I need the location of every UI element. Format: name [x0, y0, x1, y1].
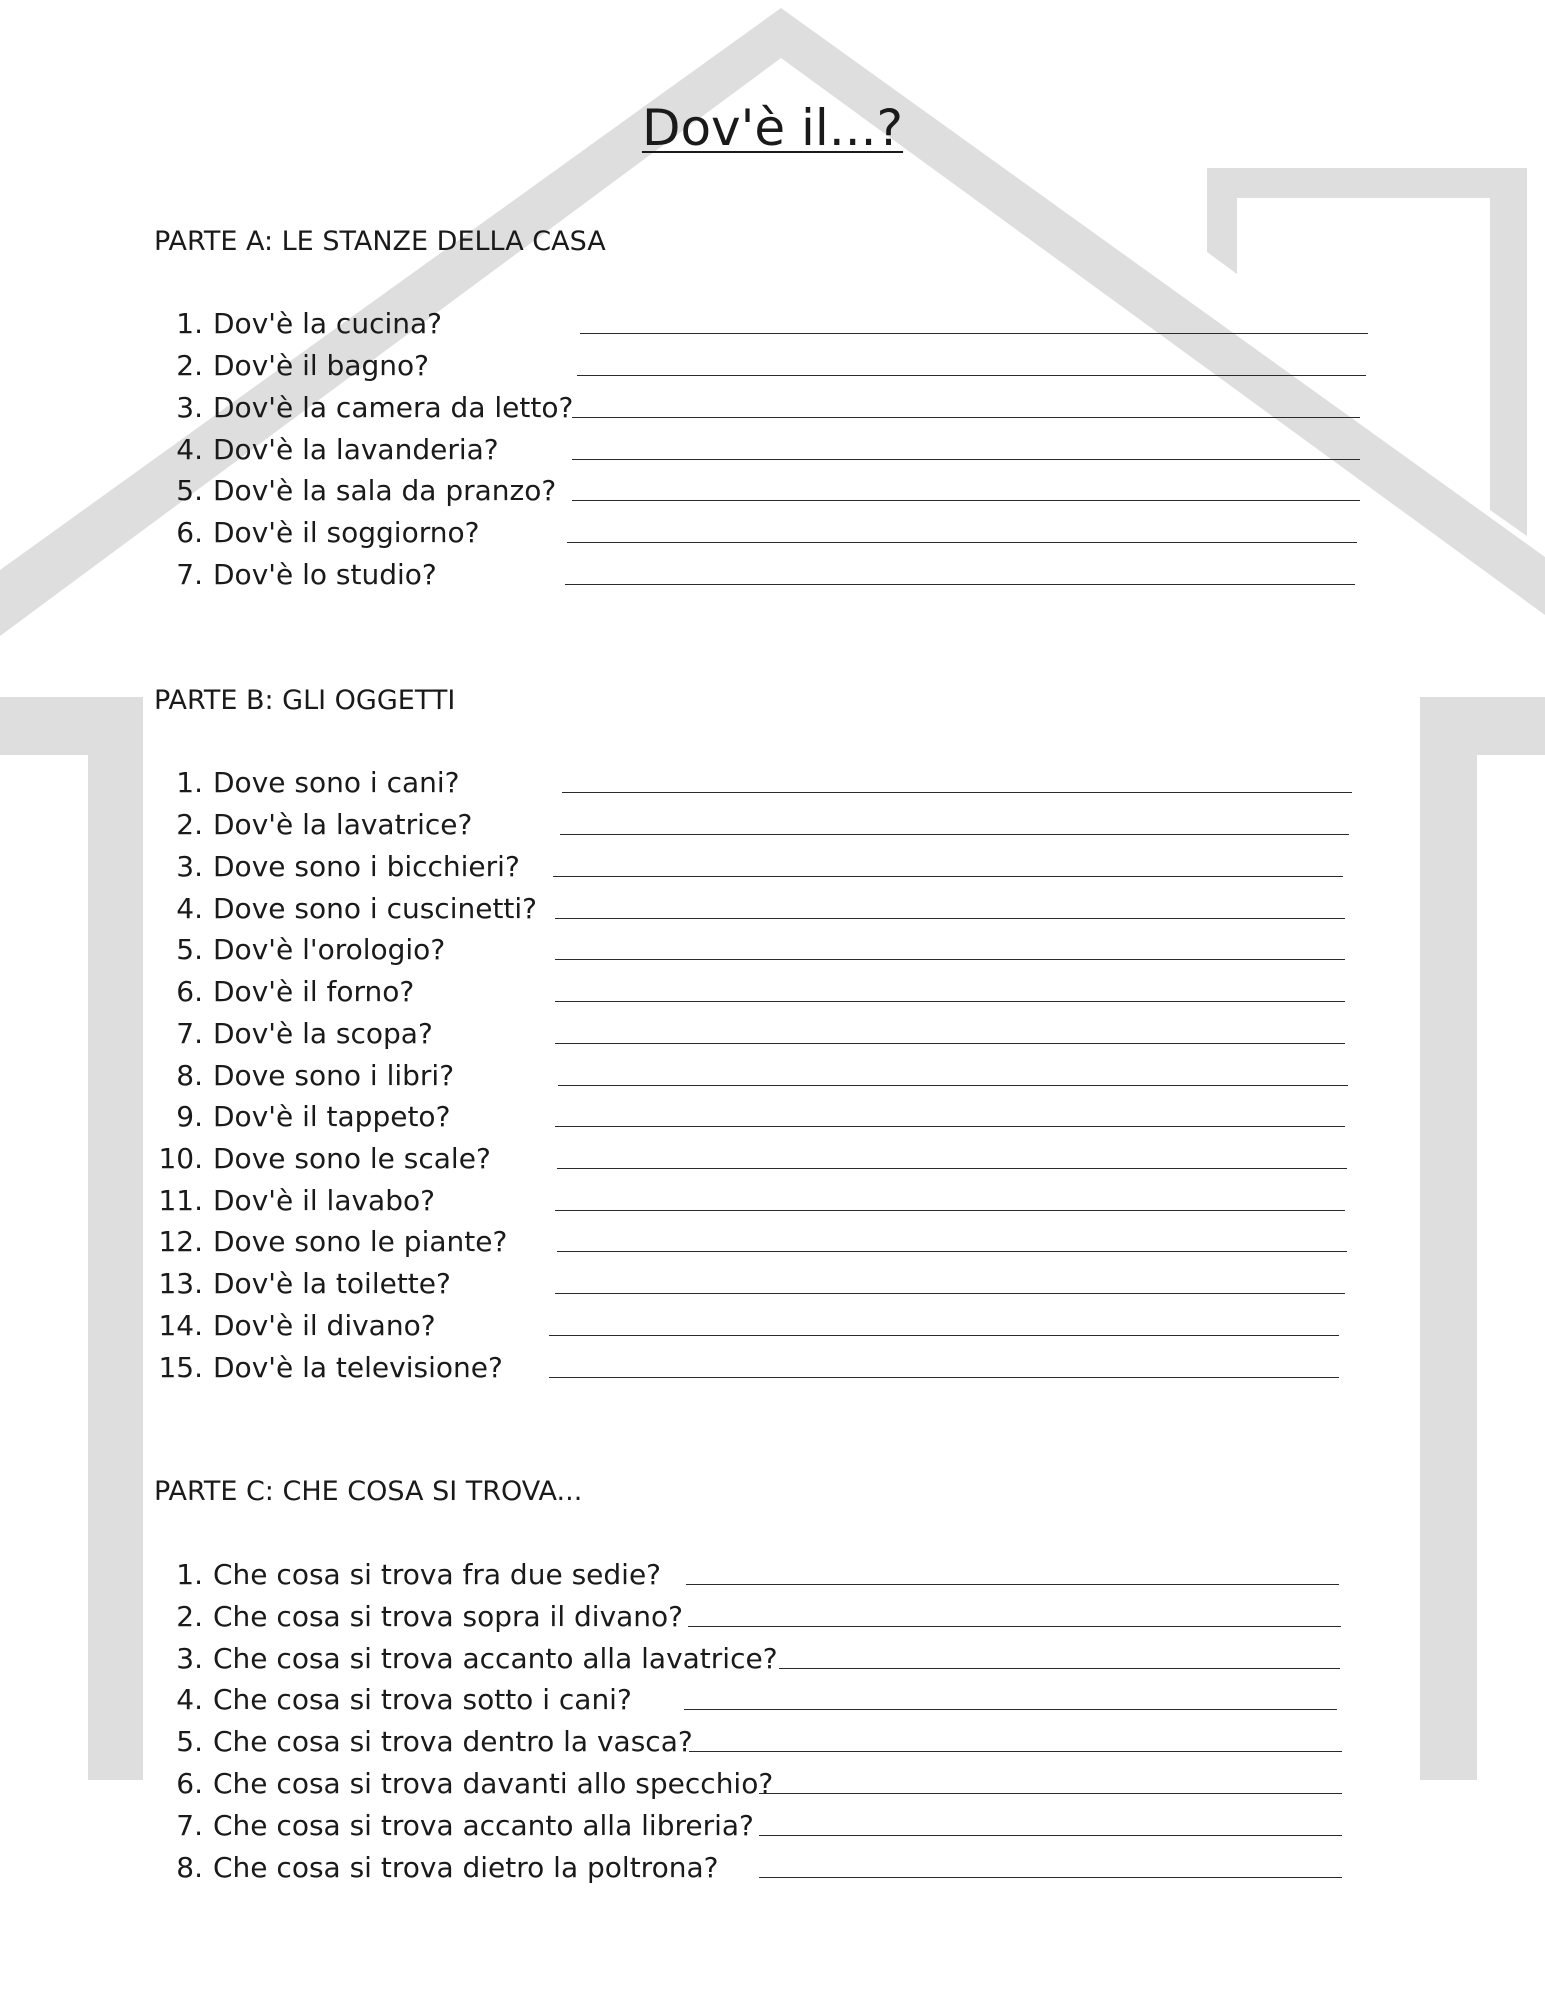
question-number: 5. [176, 474, 203, 507]
question-text: Dove sono i libri? [213, 1059, 455, 1092]
question-number: 12. [158, 1225, 203, 1258]
answer-line[interactable] [577, 375, 1366, 376]
question-text: Che cosa si trova fra due sedie? [213, 1558, 662, 1591]
question-number: 15. [158, 1351, 203, 1384]
answer-line[interactable] [562, 792, 1352, 793]
answer-line[interactable] [549, 1335, 1339, 1336]
question-number: 8. [176, 1059, 203, 1092]
question-text: Dov'è la lavanderia? [213, 433, 499, 466]
answer-line[interactable] [555, 959, 1345, 960]
question-number: 5. [176, 1725, 203, 1758]
question-number: 2. [176, 349, 203, 382]
answer-line[interactable] [580, 333, 1368, 334]
question-text: Dov'è la sala da pranzo? [213, 474, 557, 507]
question-text: Dov'è la lavatrice? [213, 808, 473, 841]
answer-line[interactable] [684, 1709, 1337, 1710]
answer-line[interactable] [555, 1043, 1345, 1044]
question-number: 13. [158, 1267, 203, 1300]
question-number: 1. [176, 307, 203, 340]
question-text: Dov'è il soggiorno? [213, 516, 480, 549]
question-number: 14. [158, 1309, 203, 1342]
answer-line[interactable] [572, 417, 1360, 418]
answer-line[interactable] [555, 1210, 1345, 1211]
question-text: Dove sono le piante? [213, 1225, 508, 1258]
answer-line[interactable] [557, 1251, 1347, 1252]
question-number: 11. [158, 1184, 203, 1217]
question-number: 7. [176, 558, 203, 591]
question-number: 8. [176, 1851, 203, 1884]
question-number: 9. [176, 1100, 203, 1133]
answer-line[interactable] [555, 1001, 1345, 1002]
question-text: Dov'è lo studio? [213, 558, 437, 591]
answer-line[interactable] [558, 1085, 1348, 1086]
question-text: Che cosa si trova accanto alla lavatrice? [213, 1642, 778, 1675]
question-text: Che cosa si trova accanto alla libreria? [213, 1809, 754, 1842]
question-number: 6. [176, 1767, 203, 1800]
question-number: 4. [176, 892, 203, 925]
question-number: 7. [176, 1017, 203, 1050]
question-text: Dov'è il tappeto? [213, 1100, 451, 1133]
answer-line[interactable] [567, 542, 1357, 543]
question-text: Dove sono i cani? [213, 766, 460, 799]
answer-line[interactable] [557, 1168, 1347, 1169]
answer-line[interactable] [688, 1626, 1341, 1627]
question-text: Dov'è la cucina? [213, 307, 443, 340]
answer-line[interactable] [549, 1377, 1339, 1378]
question-text: Dov'è il lavabo? [213, 1184, 435, 1217]
question-text: Dove sono i bicchieri? [213, 850, 520, 883]
answer-line[interactable] [555, 918, 1345, 919]
answer-line[interactable] [779, 1668, 1340, 1669]
question-number: 2. [176, 1600, 203, 1633]
question-text: Che cosa si trova sopra il divano? [213, 1600, 684, 1633]
answer-line[interactable] [572, 459, 1360, 460]
answer-line[interactable] [565, 584, 1355, 585]
question-text: Che cosa si trova dentro la vasca? [213, 1725, 693, 1758]
question-number: 3. [176, 850, 203, 883]
answer-line[interactable] [560, 834, 1349, 835]
worksheet-title: Dov'è il...? [641, 99, 904, 157]
question-text: Dov'è il forno? [213, 975, 415, 1008]
question-number: 2. [176, 808, 203, 841]
answer-line[interactable] [759, 1835, 1342, 1836]
question-text: Dov'è la camera da letto? [213, 391, 574, 424]
section-b-heading: PARTE B: GLI OGGETTI [154, 685, 456, 716]
question-text: Dov'è la televisione? [213, 1351, 503, 1384]
section-a-heading: PARTE A: LE STANZE DELLA CASA [154, 226, 606, 257]
question-number: 3. [176, 391, 203, 424]
question-text: Che cosa si trova sotto i cani? [213, 1683, 632, 1716]
answer-line[interactable] [689, 1751, 1342, 1752]
question-text: Dov'è la toilette? [213, 1267, 451, 1300]
question-number: 6. [176, 975, 203, 1008]
question-number: 4. [176, 433, 203, 466]
question-number: 4. [176, 1683, 203, 1716]
question-text: Che cosa si trova davanti allo specchio? [213, 1767, 774, 1800]
answer-line[interactable] [555, 1293, 1345, 1294]
answer-line[interactable] [553, 876, 1343, 877]
answer-line[interactable] [686, 1584, 1339, 1585]
question-text: Dov'è il divano? [213, 1309, 436, 1342]
question-text: Dove sono i cuscinetti? [213, 892, 538, 925]
question-text: Dov'è il bagno? [213, 349, 429, 382]
question-number: 5. [176, 933, 203, 966]
question-number: 10. [158, 1142, 203, 1175]
question-text: Dov'è la scopa? [213, 1017, 433, 1050]
question-number: 6. [176, 516, 203, 549]
question-number: 1. [176, 1558, 203, 1591]
question-number: 3. [176, 1642, 203, 1675]
answer-line[interactable] [759, 1793, 1342, 1794]
question-text: Che cosa si trova dietro la poltrona? [213, 1851, 719, 1884]
question-number: 1. [176, 766, 203, 799]
question-number: 7. [176, 1809, 203, 1842]
section-c-heading: PARTE C: CHE COSA SI TROVA... [154, 1476, 583, 1507]
answer-line[interactable] [555, 1126, 1345, 1127]
question-text: Dove sono le scale? [213, 1142, 491, 1175]
answer-line[interactable] [572, 500, 1360, 501]
answer-line[interactable] [759, 1877, 1342, 1878]
question-text: Dov'è l'orologio? [213, 933, 446, 966]
